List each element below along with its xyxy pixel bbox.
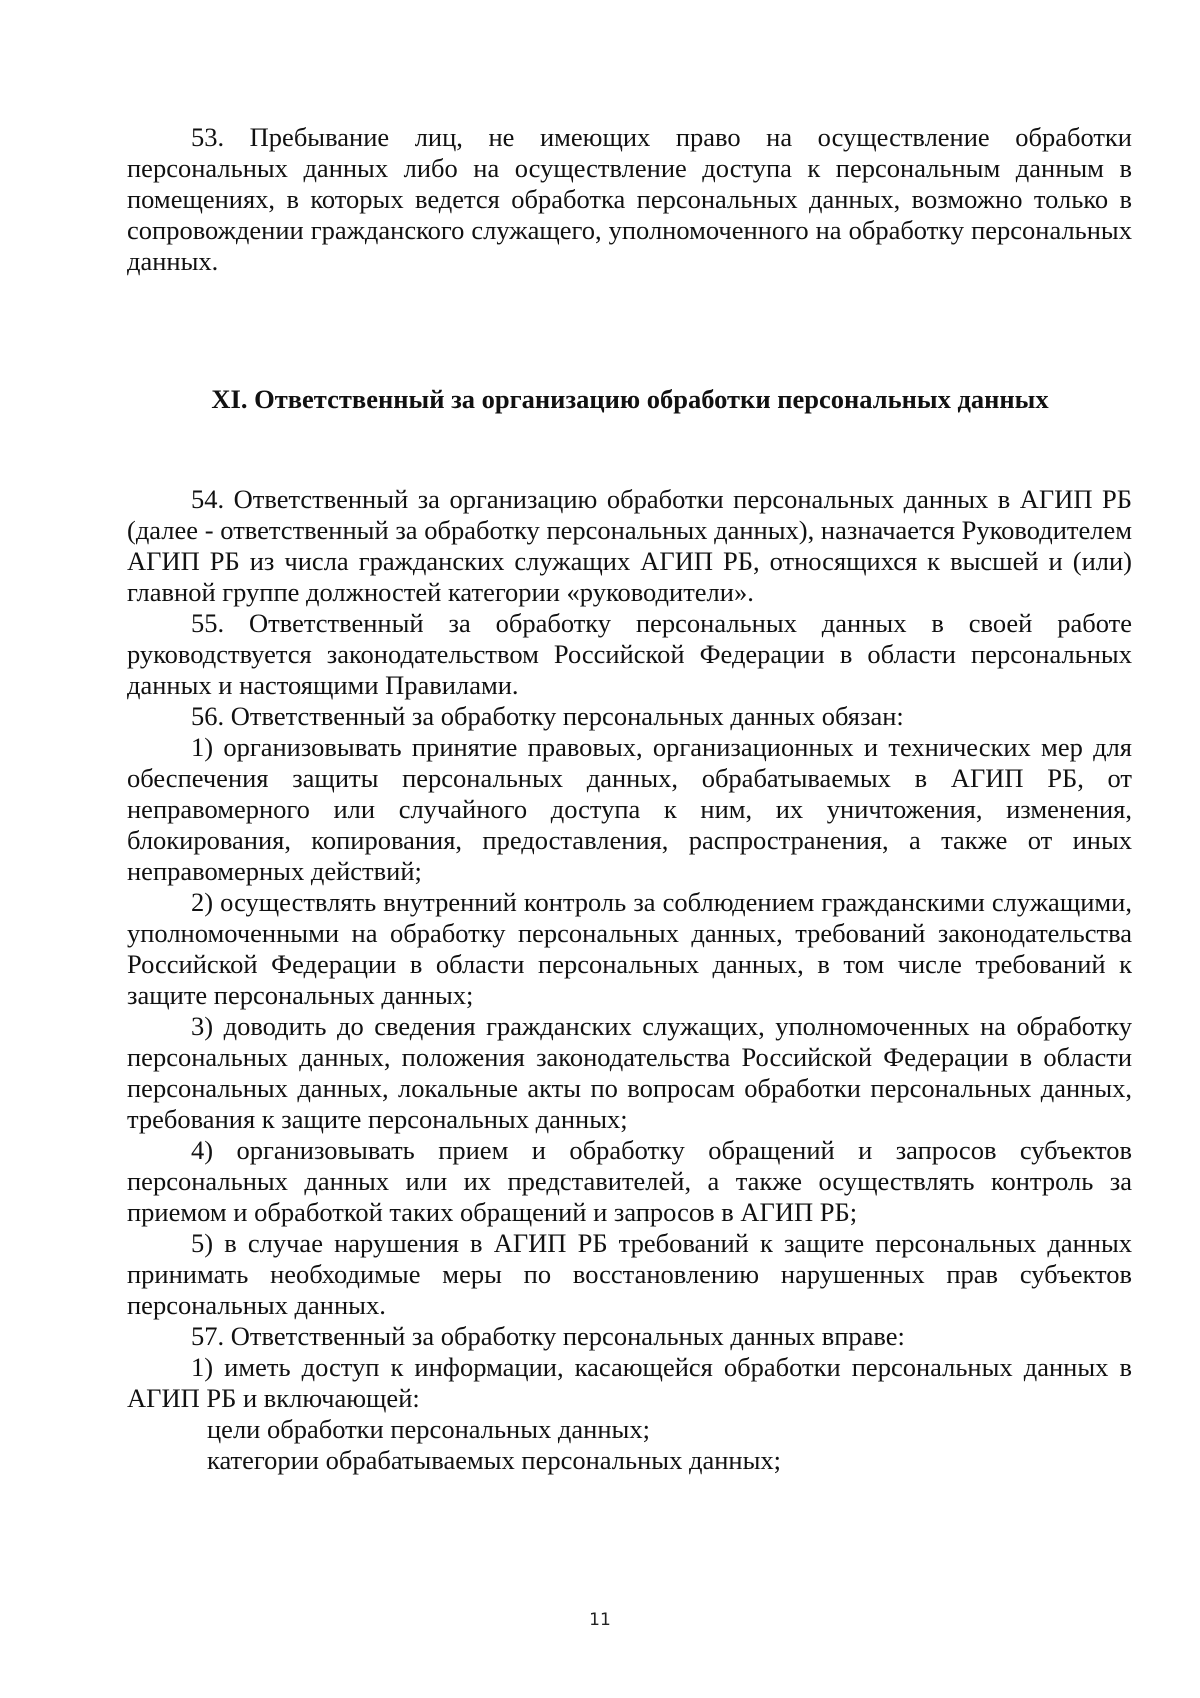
- paragraph-56-item-1: 1) организовывать принятие правовых, организационных и технических мер для обеспечения защиты персональных данных, обрабатываемых в АГИП РБ, от неправомерного или случайного доступа к ним, их уничтожения, изменения, блокирования, копирования, предоставления, распространения, а также от иных неправомерных действий;: [127, 732, 1132, 886]
- paragraph-56-item-4: 4) организовывать прием и обработку обращений и запросов субъектов персональных данных или их представителей, а также осуществлять контроль за приемом и обработкой таких обращений и запросов в АГИП РБ;: [127, 1135, 1132, 1227]
- paragraph-56: 56. Ответственный за обработку персональных данных обязан:: [191, 701, 904, 731]
- list-item-categories: категории обрабатываемых персональных данных;: [207, 1445, 781, 1475]
- paragraph-57-item-1: 1) иметь доступ к информации, касающейся обработки персональных данных в АГИП РБ и включающей:: [127, 1352, 1132, 1413]
- paragraph-56-item-3: 3) доводить до сведения гражданских служащих, уполномоченных на обработку персональных данных, положения законодательства Российской Федерации в области персональных данных, локальные акты по вопросам обработки персональных данных, требования к защите персональных данных;: [127, 1011, 1132, 1134]
- paragraph-55: 55. Ответственный за обработку персональных данных в своей работе руководствуется законодательством Российской Федерации в области персональных данных и настоящими Правилами.: [127, 608, 1132, 700]
- paragraph-54: 54. Ответственный за организацию обработки персональных данных в АГИП РБ (далее - ответственный за обработку персональных данных), назначается Руководителем АГИП РБ из числа гражданских служащих АГИП РБ, относящихся к высшей и (или) главной группе должностей категории «руководители».: [127, 484, 1132, 607]
- section-body: [127, 484, 1132, 1476]
- paragraph-56-item-5: 5) в случае нарушения в АГИП РБ требований к защите персональных данных принимать необходимые меры по восстановлению нарушенных прав субъектов персональных данных.: [127, 1228, 1132, 1320]
- section-heading: XI. Ответственный за организацию обработки персональных данных: [211, 384, 1049, 414]
- page-number: 11: [589, 1610, 611, 1630]
- paragraph-53-block: [127, 122, 1132, 277]
- list-item-goals: цели обработки персональных данных;: [207, 1414, 650, 1444]
- paragraph-57: 57. Ответственный за обработку персональных данных вправе:: [191, 1321, 905, 1351]
- paragraph-56-item-2: 2) осуществлять внутренний контроль за соблюдением гражданскими служащими, уполномоченными на обработку персональных данных, требований законодательства Российской Федерации в области персональных данных, в том числе требований к защите персональных данных;: [127, 887, 1132, 1010]
- paragraph-53: 53. Пребывание лиц, не имеющих право на осуществление обработки персональных данных либо на осуществление доступа к персональным данным в помещениях, в которых ведется обработка персональных данных, возможно только в сопровождении гражданского служащего, уполномоченного на обработку персональных данных.: [127, 122, 1132, 276]
